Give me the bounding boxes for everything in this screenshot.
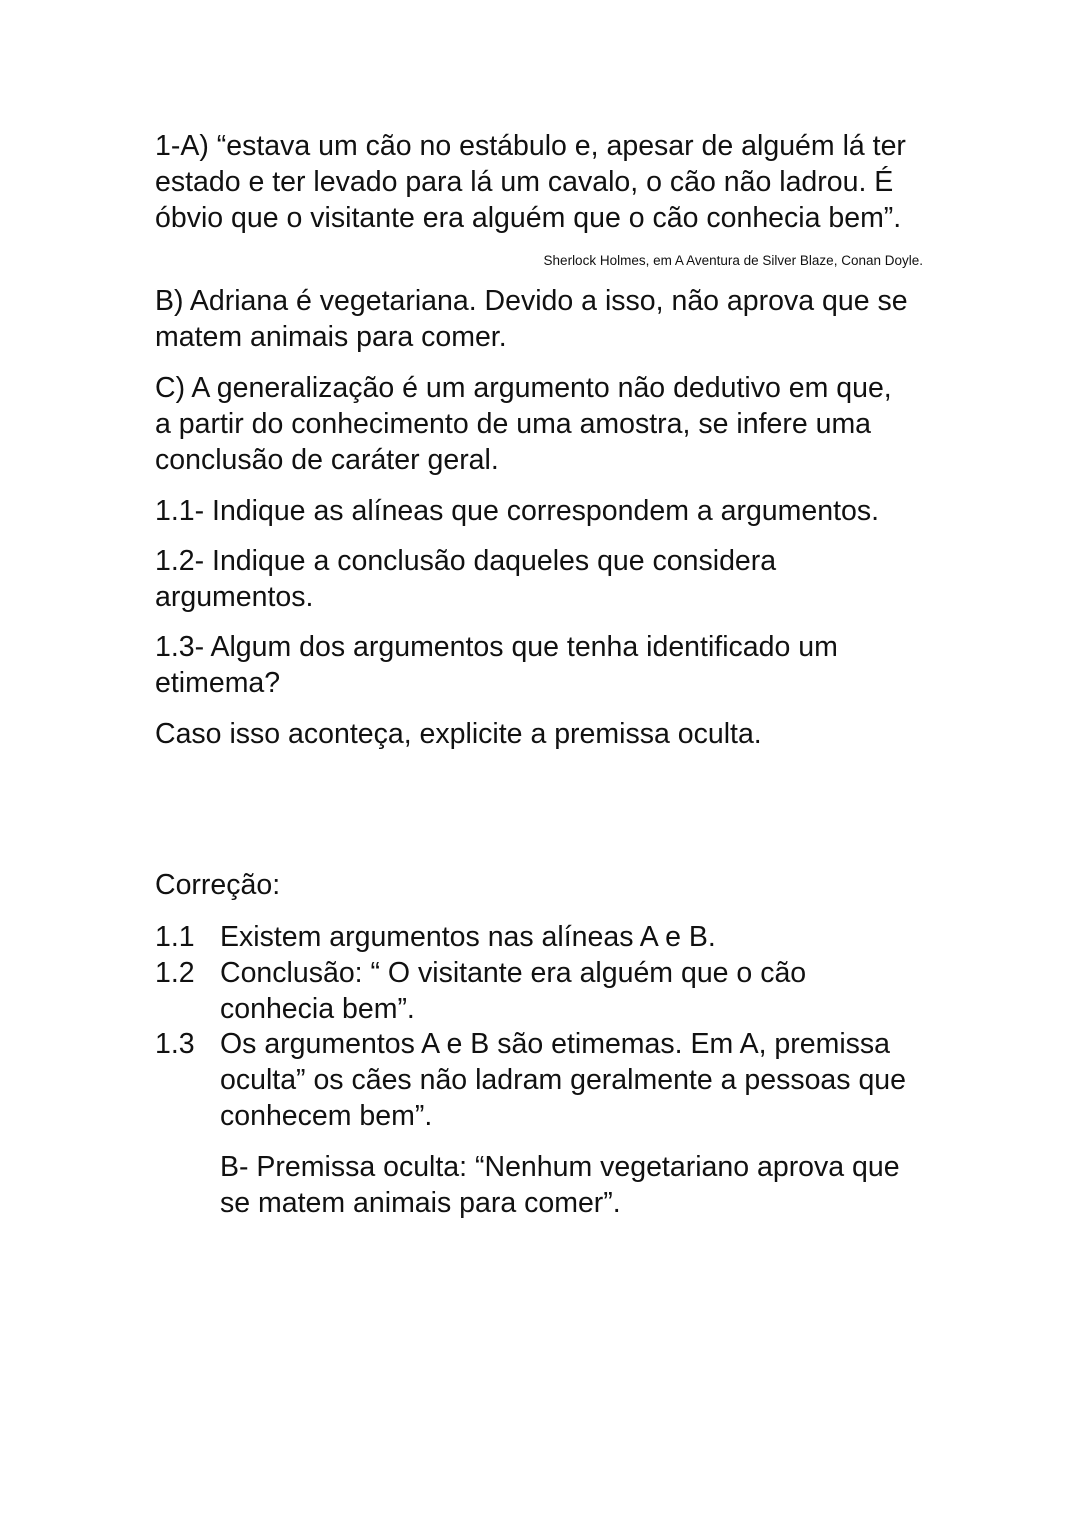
answer-b-premise (220, 1149, 900, 1221)
item-a-line: óbvio que o visitante era alguém que o cão conhecia bem”. (155, 202, 902, 234)
question-1-3 (155, 629, 838, 701)
item-a-text (155, 128, 906, 236)
item-b-text (155, 283, 908, 355)
question-1-2 (155, 543, 776, 615)
answer-line: Conclusão: “ O visitante era alguém que o cão (220, 957, 807, 989)
answer-1-2 (220, 955, 806, 1027)
question-line: 1.2- Indique a conclusão daqueles que considera (155, 545, 777, 577)
answer-1-3 (220, 1026, 906, 1134)
answer-number: 1.1 (155, 921, 195, 953)
answer-line: B- Premissa oculta: “Nenhum vegetariano aprova que (220, 1151, 900, 1183)
answer-1-1 (220, 919, 716, 955)
question-line: etimema? (155, 667, 281, 699)
citation: Sherlock Holmes, em A Aventura de Silver Blaze, Conan Doyle. (543, 253, 923, 268)
correction-heading: Correção: (155, 869, 281, 901)
answer-number: 1.2 (155, 957, 195, 989)
question-followup (155, 716, 762, 752)
item-c-line: conclusão de caráter geral. (155, 444, 499, 476)
question-line: Caso isso aconteça, explicite a premissa oculta. (155, 718, 762, 750)
item-c-line: a partir do conhecimento de uma amostra, se infere uma (155, 408, 872, 440)
item-b-line: matem animais para comer. (155, 321, 507, 353)
question-line: argumentos. (155, 581, 314, 613)
answer-line: Existem argumentos nas alíneas A e B. (220, 921, 716, 953)
answer-line: conhecem bem”. (220, 1100, 433, 1132)
item-b-line: B) Adriana é vegetariana. Devido a isso, não aprova que se (155, 285, 908, 317)
question-line: 1.1- Indique as alíneas que correspondem a argumentos. (155, 495, 880, 527)
item-c-line: C) A generalização é um argumento não dedutivo em que, (155, 372, 892, 404)
answer-line: oculta” os cães não ladram geralmente a pessoas que (220, 1064, 906, 1096)
item-c-text (155, 370, 892, 478)
answer-line: se matem animais para comer”. (220, 1187, 621, 1219)
item-a-line: estado e ter levado para lá um cavalo, o cão não ladrou. É (155, 166, 894, 198)
answer-number: 1.3 (155, 1028, 195, 1060)
question-line: 1.3- Algum dos argumentos que tenha identificado um (155, 631, 838, 663)
item-a-line: 1-A) “estava um cão no estábulo e, apesar de alguém lá ter (155, 130, 906, 162)
answer-line: Os argumentos A e B são etimemas. Em A, premissa (220, 1028, 891, 1060)
answer-line: conhecia bem”. (220, 993, 415, 1025)
question-1-1 (155, 493, 879, 529)
